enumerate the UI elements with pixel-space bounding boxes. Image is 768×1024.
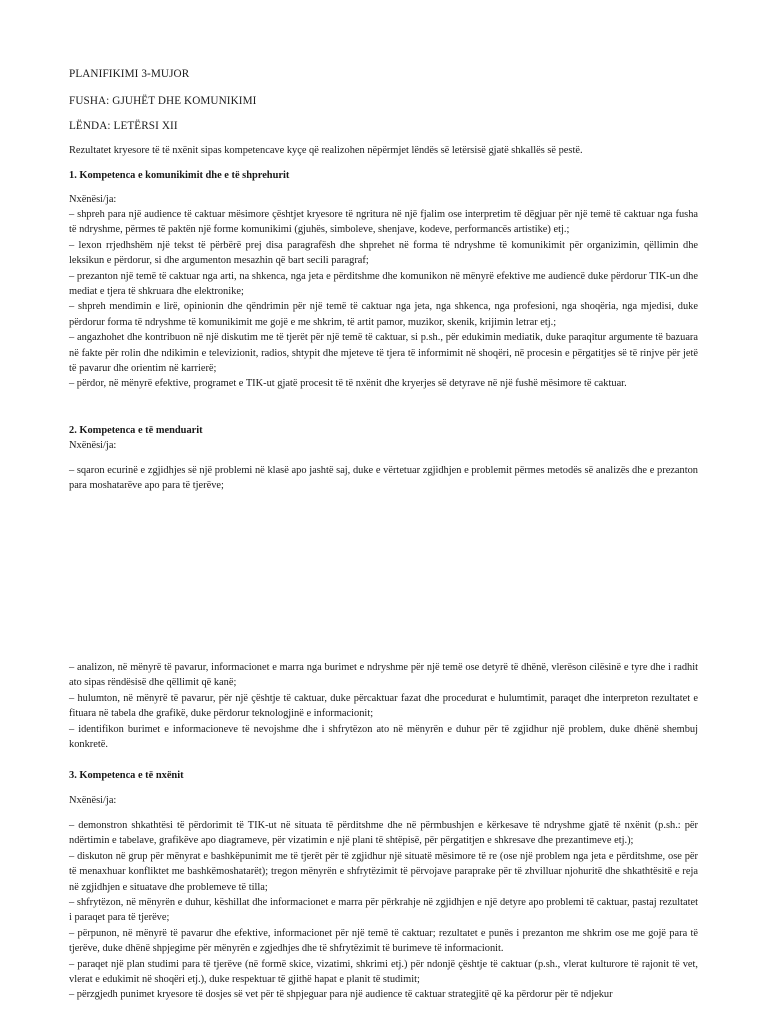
section-2-first-item: – sqaron ecurinë e zgjidhjes së një problemi në klasë apo jashtë saj, duke e vërtetuar zgjidhjen e problemit përmes metodës së analizës dhe e prezanton para moshatarëve apo para të tjerëve; (69, 465, 698, 492)
list-item: – identifikon burimet e informacioneve të nevojshme dhe i shfrytëzon ato në mënyrën e duhur për të zgjidhur një problem, duke dhënë shembuj konkretë. (69, 723, 698, 751)
list-item: – shpreh para një audience të caktuar mësimore çështjet kryesore të ngritura në një fjalim ose interpretim të dëgjuar për një temë të caktuar nga fusha të ndryshme, përmes të paktën një forme komunikimi (gjuhës, simboleve, shenjave, kodeve, performancës artistike) etj.; (69, 209, 698, 236)
section-3-label: Nxënësi/ja: (69, 795, 117, 806)
section-2-label: Nxënësi/ja: (69, 440, 117, 451)
list-item: – hulumton, në mënyrë të pavarur, për një çështje të caktuar, duke përcaktuar fazat dhe procedurat e hulumtimit, paraqet dhe interpreton rezultatet e fituara në tabela dhe grafikë, duke përdorur teknologjinë e informacionit; (69, 692, 698, 720)
list-item: – shfrytëzon, në mënyrën e duhur, këshillat dhe informacionet e marra për përkrahje në zgjidhjen e një detyre apo problemi të caktuar, pastaj rezultatet i paraqet para të tjerëve; (69, 897, 698, 924)
section-2-title: 2. Kompetenca e të menduarit (69, 425, 203, 436)
list-item: – prezanton një temë të caktuar nga arti, na shkenca, nga jeta e përditshme dhe komunikon në mënyrë efektive me audiencë duke përdorur TIK-un dhe mediat e tjera të shkruara dhe elektronike; (69, 270, 698, 298)
list-item: – shpreh mendimin e lirë, opinionin dhe qëndrimin për një temë të caktuar nga jeta, nga shkenca, nga profesioni, nga shoqëria, nga mjedisi, duke përdorur forma të ndryshme të komunikimit me gojë e me shkrim, të artit pamor, muzikor, skenik, krijimin letrar etj.; (69, 301, 698, 328)
list-item: – analizon, në mënyrë të pavarur, informacionet e marra nga burimet e ndryshme për një temë ose detyrë të dhënë, vlerëson cilësinë e tyre dhe i radhit ato sipas rëndësisë dhe qëllimit që kanë; (69, 662, 698, 689)
section-1-title: 1. Kompetenca e komunikimit dhe e të shprehurit (69, 170, 290, 181)
list-item: – përpunon, në mënyrë të pavarur dhe efektive, informacionet për një temë të caktuar; rezultatet e punës i prezanton me shkrim ose me gojë para të tjerëve, duke dhënë shpjegime për mënyrën e zgjedhjes dhe të shfrytëzimit të burimeve të informacionit. (69, 927, 698, 955)
subject-field: FUSHA: GJUHËT DHE KOMUNIKIMI (69, 95, 257, 107)
list-item: – lexon rrjedhshëm një tekst të përbërë prej disa paragrafësh dhe shprehet në forma të ndryshme të komunikimit për organizimin, qëllimin dhe leksikun e përdorur, si dhe argumenton mesazhin që bart secili paragraf; (69, 239, 698, 267)
list-item: – përdor, në mënyrë efektive, programet e TIK-ut gjatë procesit të të nxënit dhe kryerjes së detyrave në një fushë mësimore të caktuar. (69, 378, 627, 390)
subject-name: LËNDA: LETËRSI XII (69, 120, 178, 132)
section-1-label: Nxënësi/ja: (69, 194, 117, 205)
section-1-list (69, 207, 698, 392)
plan-title: PLANIFIKIMI 3-MUJOR (69, 68, 190, 80)
list-item: – përzgjedh punimet kryesore të dosjes së vet për të shpjeguar para një audience të caktuar strategjitë që ka përdorur për të ndjekur (69, 989, 613, 1001)
section-3-title: 3. Kompetenca e të nxënit (69, 770, 184, 781)
list-item: – angazhohet dhe kontribuon në një diskutim me të tjerët për një temë të caktuar, si p.sh., për edukimin mediatik, duke paraqitur argumente të bazuara në fakte për rolin dhe ndikimin e televizionit, radios, shtypit dhe mjeteve të tjera të informimit në shoqëri, në procesin e përgatitjes së të rinjve për jetë të pavarur dhe orientim në karrierë; (69, 332, 698, 375)
section-2-list (69, 660, 698, 752)
list-item: – paraqet një plan studimi para të tjerëve (në formë skice, vizatimi, shkrimi etj.) për ndonjë çështje të caktuar (p.sh., vlerat kulturore të rajonit të vet, vlerat e edukimit në shoqëri etj.), duke respektuar të gjithë hapat e planit të studimit; (69, 958, 698, 986)
list-item: – demonstron shkathtësi të përdorimit të TIK-ut në situata të përditshme dhe në përmbushjen e kërkesave të ndryshme gjatë të nxënit (p.sh.: për ndërtimin e tabelave, grafikëve apo diagrameve, për vizatimin e një plani të shtëpisë, për përgatitjen e shkresave dhe prezantimeve etj.); (69, 820, 698, 847)
section-3-list (69, 818, 698, 1003)
list-item: – diskuton në grup për mënyrat e bashkëpunimit me të tjerët për të zgjidhur një situatë mësimore të re (ose një problem nga jeta e përditshme, ose për të menaxhuar konfliktet me bashkëmoshatarët); tregon mënyrën e shfrytëzimit të përvojave paraprake për të zhvilluar njohuritë dhe shkathtësitë e reja në zgjidhjen e situatave dhe problemeve të tilla; (69, 850, 698, 893)
intro-text: Rezultatet kryesore të të nxënit sipas kompetencave kyçe që realizohen nëpërmjet lëndës së letërsisë gjatë shkallës së pestë. (69, 145, 583, 156)
